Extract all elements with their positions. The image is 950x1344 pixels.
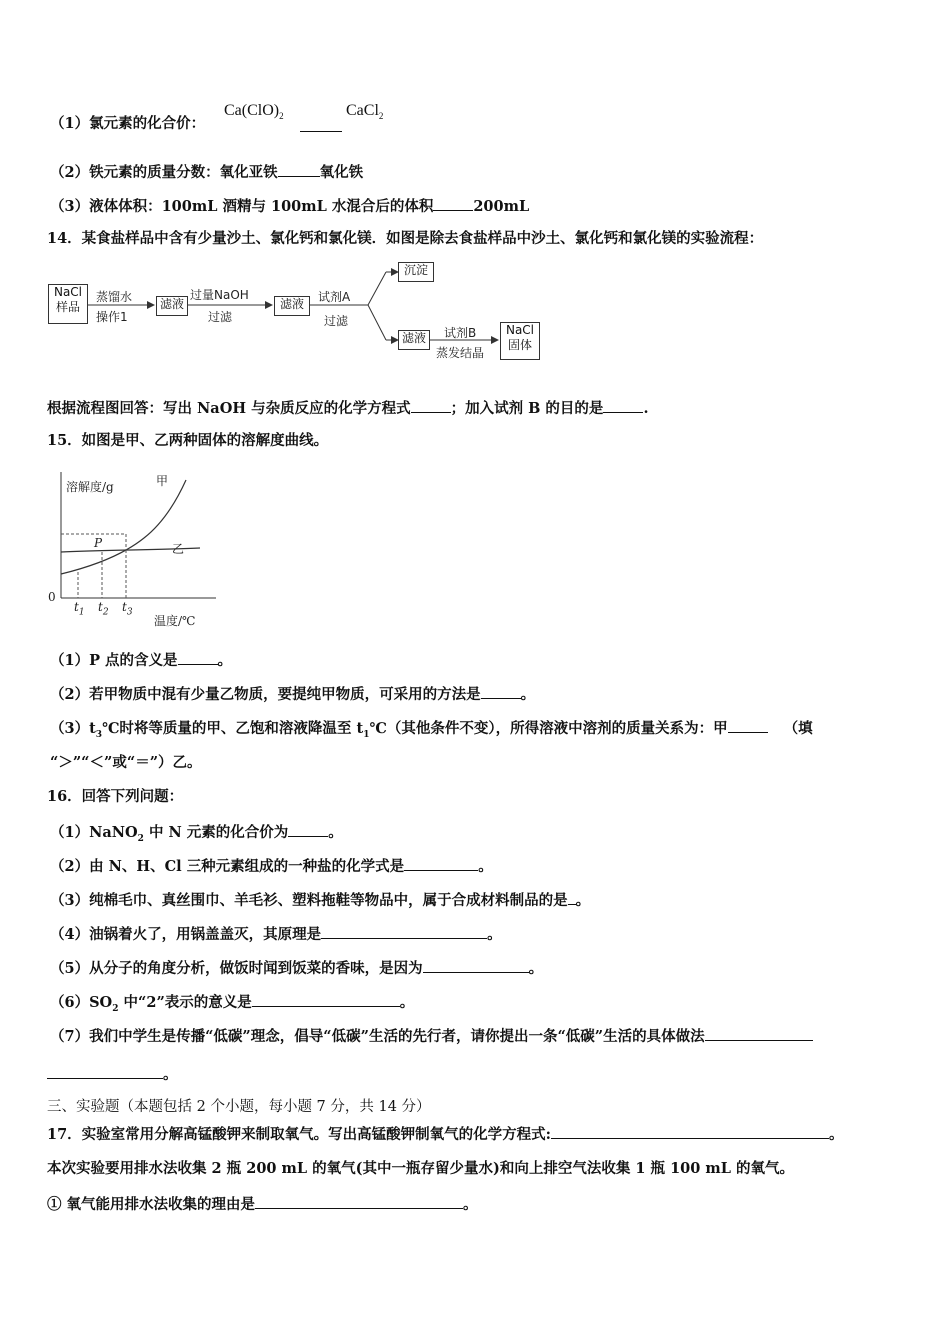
q13-line1	[50, 115, 205, 133]
flow-step3-top: 试剂A	[318, 290, 351, 304]
section3-title: 三、实验题（本题包括 2 个小题，每小题 7 分，共 14 分）	[47, 1099, 431, 1115]
flow-step2-bot: 过滤	[208, 310, 233, 324]
q14-blank-2[interactable]	[603, 398, 643, 413]
q13-blank-2[interactable]	[278, 162, 320, 177]
q16-line5: （5）从分子的角度分析，做饭时闻到饭菜的香味，是因为 。	[50, 960, 544, 977]
q15-line4: “＞”“＜”或“＝”）乙。	[50, 754, 202, 771]
q16-blank-2[interactable]	[404, 856, 478, 871]
flow-box-filtrate1: 滤液	[156, 296, 188, 316]
flow-step4-top: 试剂B	[444, 326, 477, 340]
q16-blank-6[interactable]	[252, 992, 400, 1007]
graph-t2: $t_2$	[98, 600, 109, 618]
q14-flowchart	[46, 262, 556, 366]
q16-line7: （7）我们中学生是传播“低碳”理念，倡导“低碳”生活的先行者，请你提出一条“低碳”生活的具体做法	[50, 1026, 813, 1046]
q16-blank-7a[interactable]	[705, 1026, 813, 1041]
q16-line2: （2）由 N、H、Cl 三种元素组成的一种盐的化学式是 。	[50, 858, 493, 875]
graph-t3: $t_3$	[122, 600, 133, 618]
q15-blank-1[interactable]	[178, 650, 218, 665]
graph-xlabel: 温度/℃	[154, 614, 196, 628]
q17-blank-2[interactable]	[255, 1194, 463, 1209]
q15-solubility-graph	[44, 466, 224, 634]
q14-blank-1[interactable]	[411, 398, 451, 413]
flow-branch-down	[368, 305, 386, 340]
q16-blank-7b[interactable]	[47, 1064, 163, 1079]
q17-line2: 本次实验要用排水法收集 2 瓶 200 mL 的氧气(其中一瓶存留少量水)和向上排空气法收集 1 瓶 100 mL 的氧气。	[47, 1160, 794, 1177]
q13-formula-a: $Ca(ClO)_2$	[224, 102, 284, 122]
q15-blank-3[interactable]	[728, 718, 768, 733]
flow-box-sample: NaCl 样品	[48, 284, 88, 324]
q13-line3: （3）液体体积：100mL 酒精与 100mL 水混合后的体积 200mL	[50, 198, 530, 215]
q13-blank-3[interactable]	[433, 196, 473, 211]
q16-blank-3[interactable]	[568, 890, 576, 905]
q17-line1: 17．实验室常用分解高锰酸钾来制取氧气。写出高锰酸钾制氧气的化学方程式: 。	[47, 1126, 844, 1143]
q14-question: 根据流程图回答：写出 NaOH 与杂质反应的化学方程式 ；加入试剂 B 的目的是 .	[47, 400, 649, 417]
flow-step1-bot: 操作1	[96, 310, 128, 324]
flow-step1-top: 蒸馏水	[96, 290, 133, 304]
q16-intro: 16．回答下列问题：	[47, 788, 184, 805]
q16-line6: $(6)SO_2$ 中“2”表示的意义是 。	[50, 994, 415, 1014]
q16-blank-4[interactable]	[321, 924, 487, 939]
graph-t1: $t_1$	[74, 600, 85, 618]
q16-line3: （3）纯棉毛巾、真丝围巾、羊毛衫、塑料拖鞋等物品中，属于合成材料制品的是 。	[50, 892, 591, 909]
q17-line3: ① 氧气能用排水法收集的理由是 。	[47, 1196, 478, 1213]
q15-line1: （1）P 点的含义是 。	[50, 652, 233, 669]
graph-label-jia: 甲	[156, 474, 169, 488]
q15-line2: （2）若甲物质中混有少量乙物质，要提纯甲物质，可采用的方法是 。	[50, 686, 536, 703]
q13-blank-1[interactable]	[300, 117, 342, 132]
flow-step2-top: 过量NaOH	[190, 288, 249, 302]
flow-step3-bot: 过滤	[324, 314, 349, 328]
graph-label-yi: 乙	[172, 542, 185, 556]
graph-point-p: P	[94, 536, 103, 550]
q17-blank-1[interactable]	[551, 1124, 829, 1139]
flow-box-precipitate: 沉淀	[398, 262, 434, 282]
q13-line1-label: （1）氯元素的化合价：	[50, 115, 206, 132]
flow-branch-up	[368, 272, 386, 305]
graph-ylabel: 溶解度/g	[66, 480, 114, 494]
q16-line7-cont: 。	[47, 1064, 178, 1084]
q15-line3: $(3)t_3℃$时将等质量的甲、乙饱和溶液降温至 $t_1℃$（其他条件不变），所得溶液中溶剂的质量关系为：甲 （填	[50, 720, 813, 740]
flow-box-filtrate2: 滤液	[274, 296, 310, 316]
flow-box-filtrate3: 滤液	[398, 330, 430, 350]
q15-intro: 15．如图是甲、乙两种固体的溶解度曲线。	[47, 432, 329, 449]
q13-line2: （2）铁元素的质量分数：氧化亚铁 氧化铁	[50, 164, 364, 181]
q13-formula-b: CaCl$_2$	[346, 102, 384, 122]
graph-origin: 0	[48, 590, 56, 604]
q15-blank-2[interactable]	[481, 684, 521, 699]
q16-blank-1[interactable]	[288, 822, 328, 837]
q16-blank-5[interactable]	[423, 958, 529, 973]
q16-line1: （1）NaNO$_2$ 中 N 元素的化合价为 。	[50, 824, 343, 844]
q14-intro: 14．某食盐样品中含有少量沙土、氯化钙和氯化镁．如图是除去食盐样品中沙土、氯化钙和氯化镁的实验流程：	[47, 230, 764, 247]
flow-box-product: NaCl 固体	[500, 322, 540, 360]
q16-line4: （4）油锅着火了，用锅盖盖灭，其原理是 。	[50, 926, 502, 943]
flow-step4-bot: 蒸发结晶	[436, 346, 485, 360]
